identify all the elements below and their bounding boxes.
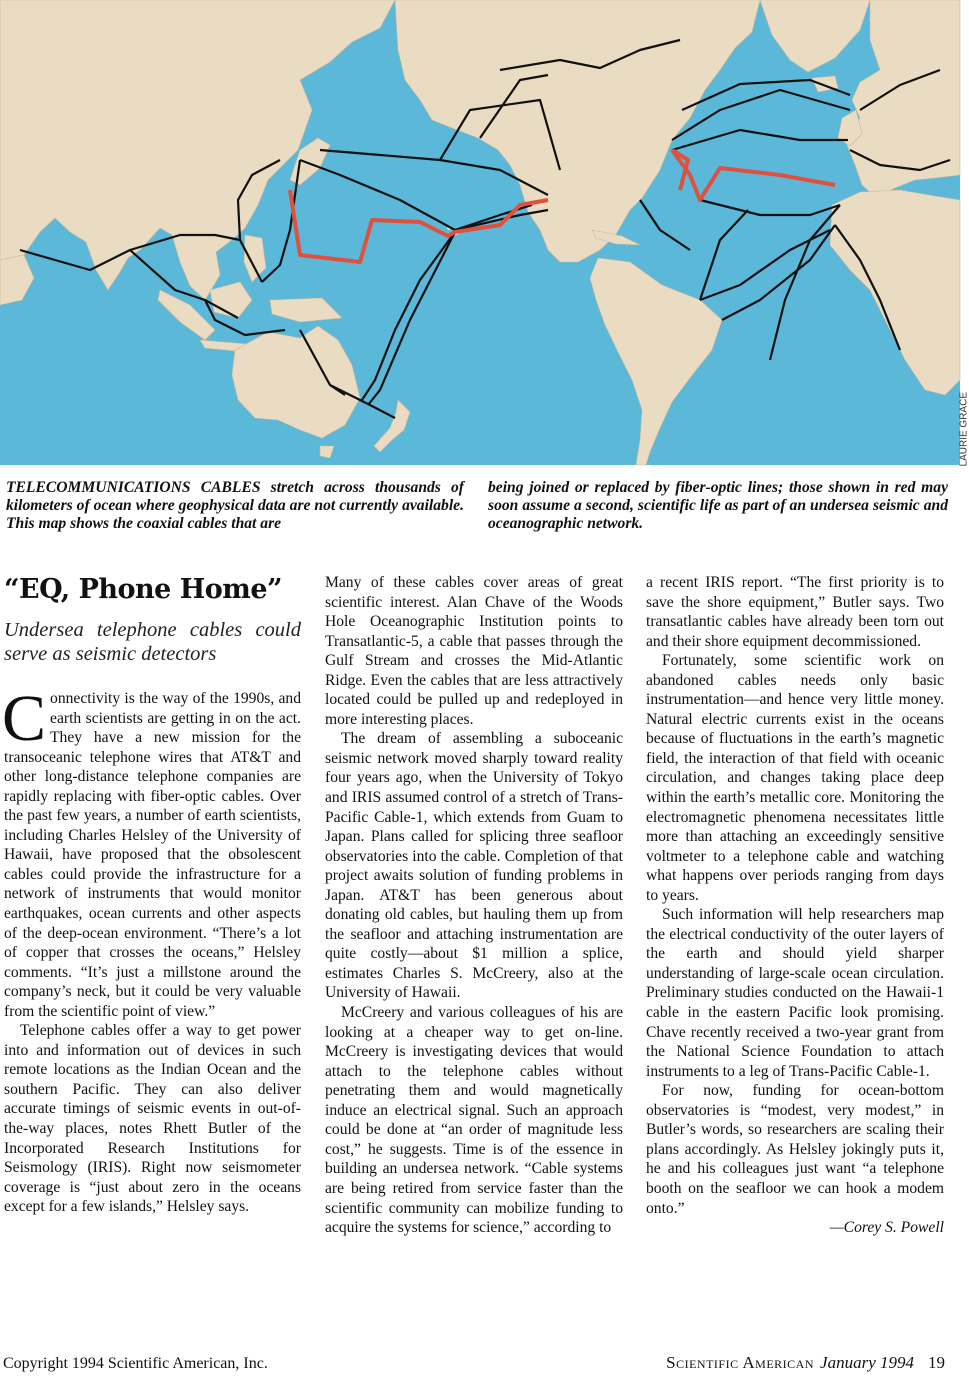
article-headline: “EQ, Phone Home” <box>4 574 283 605</box>
article-paragraph: The dream of assembling a suboceanic seismic network moved sharply toward reality four years ago, when the University of Tokyo and IRIS assumed control of a stretch of Trans-Pacific Cable-1, which extends from Guam to Japan. Plans called for splicing three seafloor observatories into the cable. Completion of that project awaits solution of funding problems in Japan. AT&T has been generous about donating old cables, but hauling them up from the seafloor and attaching instrumentation are quite costly—about $1 million a splice, estimates Charles S. McCreery, also at the University of Hawaii. <box>325 730 623 1002</box>
world-map-svg <box>0 0 960 465</box>
cable-map <box>0 0 969 467</box>
article-paragraph: For now, funding for ocean-bottom observatories is “modest, very modest,” in Butler’s words, so researchers are scaling their plans accordingly. As Helsley jokingly puts it, he and his colleagues just want “a telephone booth on the seafloor we can hook a modem onto.” <box>646 1082 944 1217</box>
article-paragraph: Many of these cables cover areas of great scientific interest. Alan Chave of the Woods Hole Oceanographic Institution points to Transatlantic-5, a cable that passes through the Gulf Stream and crosses the Mid-Atlantic Ridge. Even the cables that are less attractively located could be pulled up and redeployed in more interesting places. <box>325 574 623 728</box>
article-paragraph: McCreery and various colleagues of his are looking at a cheaper way to get on-line. McCreery is investigating devices that would attach to the telephone cables without penetrating them and would magnetically induce an electrical signal. Such an approach could be done at “an order of magnitude less cost,” he suggests. Time is of the essence in building an undersea network. “Cable systems are being retired from service faster than the scientific community can mobilize funding to acquire the systems for science,” according to <box>325 1004 623 1237</box>
article-paragraph-1 <box>2 682 301 1021</box>
article-column-1 <box>4 573 301 1217</box>
article-deck: Undersea telephone cables could serve as seismic detectors <box>4 619 301 665</box>
page-footer <box>666 1353 945 1373</box>
drop-cap: C <box>2 682 47 755</box>
article-paragraph-1-text: onnectivity is the way of the 1990s, and earth scientists are getting in on the act. They have a new mission for the transoceanic telephone wires that AT&T and other long-distance telephone companies are rapidly replacing with fiber-optic cables. Over the past few years, a number of earth scientists, including Charles Helsley of the University of Hawaii, have proposed that the obsolescent cables could provide the infrastructure for a network of instruments that would monitor earthquakes, ocean currents and other aspects of the deep-ocean environment. “There’s a lot of copper that crosses the oceans,” Helsley comments. “It’s just a millstone around the company’s neck, but it could be very valuable from the scientific point of view.” <box>4 690 301 1020</box>
magazine-name: Scientific American <box>666 1353 815 1372</box>
article-column-3 <box>646 573 944 1238</box>
page-number: 19 <box>928 1353 945 1372</box>
copyright-notice: Copyright 1994 Scientific American, Inc. <box>3 1355 268 1372</box>
issue-date: January 1994 <box>820 1353 914 1372</box>
article-paragraph: Telephone cables offer a way to get power into and information out of devices in such remote locations as the Indian Ocean and the southern Pacific. They can also deliver accurate timings of seismic events in out-of-the-way places, notes Rhett Butler of the Incorporated Research Institutions for Seismology (IRIS). Right now seismometer coverage is “just about zero in the oceans except for a few islands,” Helsley says. <box>4 1022 301 1216</box>
article-paragraph: Fortunately, some scientific work on abandoned cables needs only basic instrumentation—and hence very little money. Natural electric currents exist in the oceans because of fluctuations in the earth’s magnetic field, the interaction of that field with oceanic circulation, and changes taking place deep within the earth’s metallic core. Monitoring the electromagnetic phenomena necessitates little more than attaching an exceedingly sensitive voltmeter to a telephone cable and watching what happens over periods ranging from days to years. <box>646 652 944 904</box>
article-column-2 <box>325 573 623 1238</box>
author-signature: —Corey S. Powell <box>829 1219 944 1237</box>
figure-caption-left: TELECOMMUNICATIONS CABLES stretch across thousands of kilometers of ocean where geophysical data are not currently available. This map shows the coaxial cables that are <box>6 479 464 532</box>
photo-credit: LAURIE GRACE <box>958 392 969 467</box>
article-paragraph: a recent IRIS report. “The first priority is to save the shore equipment,” Butler says. Two transatlantic cables have already been torn out and their shore equipment decommissioned. <box>646 574 944 650</box>
article-paragraph: Such information will help researchers map the electrical conductivity of the outer layers of the earth and should yield sharper understanding of large-scale ocean circulation. Preliminary studies conducted on the Hawaii-1 cable in the eastern Pacific look promising. Chave recently received a two-year grant from the National Science Foundation to attach instruments to a leg of Trans-Pacific Cable-1. <box>646 906 944 1080</box>
figure-caption-right: being joined or replaced by fiber-optic lines; those shown in red may soon assume a second, scientific life as part of an undersea seismic and oceanographic network. <box>488 479 948 532</box>
